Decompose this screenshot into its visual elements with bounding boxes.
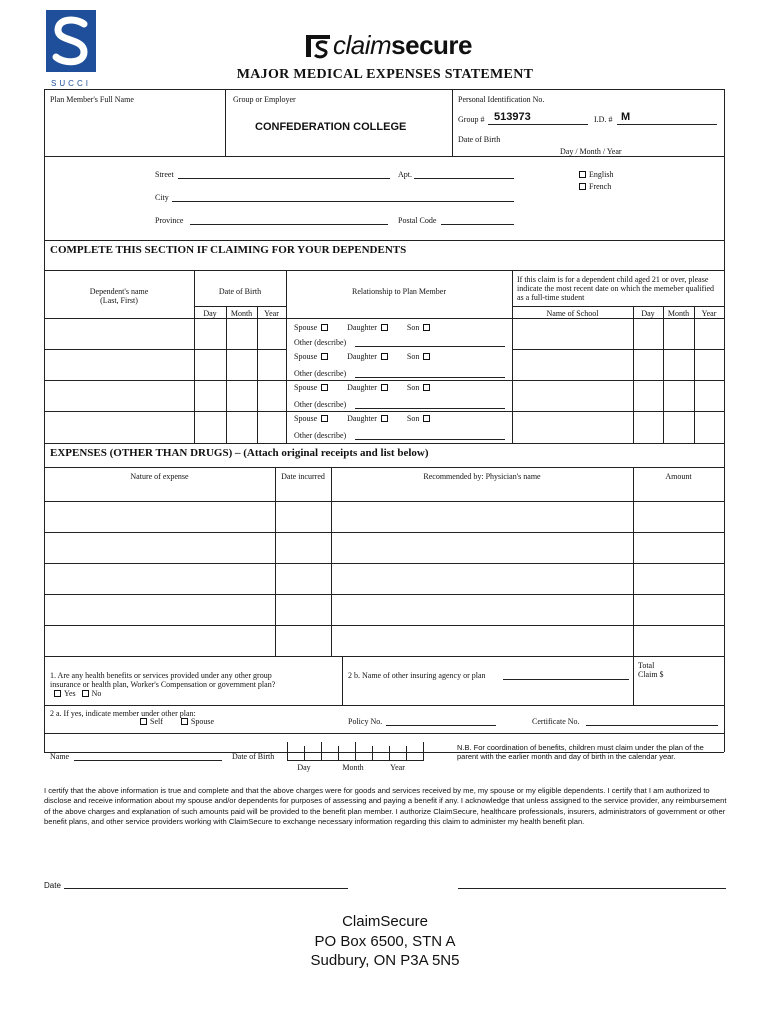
expenses-heading: EXPENSES (OTHER THAN DRUGS) – (Attach original receipts and list below) [50, 447, 429, 459]
spouse-other-plan-checkbox[interactable] [181, 718, 188, 725]
postal-label: Postal Code [398, 216, 437, 225]
nb-note: N.B. For coordination of benefits, children must claim under the plan of the parent with the earlier month and day of birth in the calendar year. [457, 743, 704, 762]
son-checkbox[interactable] [423, 324, 430, 331]
spouse-checkbox[interactable] [321, 384, 328, 391]
son-checkbox[interactable] [423, 384, 430, 391]
postal-field[interactable] [441, 224, 514, 225]
daughter-checkbox[interactable] [381, 384, 388, 391]
id-label: I.D. # [594, 115, 613, 124]
coord-dob-label: Date of Birth [232, 752, 275, 761]
province-label: Province [155, 216, 184, 225]
pin-label: Personal Identification No. [458, 95, 545, 104]
q1-text: 1. Are any health benefits or services provided under any other group insurance or health plan, Worker's Compensation or government plan? Yes No [50, 671, 276, 699]
brand-claim: claim [333, 29, 392, 60]
lang-french[interactable]: French [575, 182, 611, 191]
address-line-2: PO Box 6500, STN A [314, 932, 456, 950]
son-checkbox[interactable] [423, 415, 430, 422]
dependent-dob-label: Date of Birth [218, 287, 262, 296]
id-value[interactable]: M [621, 111, 631, 123]
french-checkbox[interactable] [579, 183, 586, 190]
english-checkbox[interactable] [579, 171, 586, 178]
dep-month-label: Month [230, 309, 253, 318]
certificate-label: Certificate No. [532, 717, 580, 726]
address-line-1: ClaimSecure [342, 913, 428, 930]
no-checkbox[interactable] [82, 690, 89, 697]
relationship-row-1: Spouse Daughter Son [294, 323, 508, 332]
school-label: Name of School [546, 309, 599, 318]
member-dob-label: Date of Birth [458, 135, 501, 144]
group-employer-value[interactable]: CONFEDERATION COLLEGE [255, 121, 407, 133]
group-no-value[interactable]: 513973 [494, 111, 531, 123]
brand-secure: secure [391, 29, 473, 60]
q2a-text: 2 a. If yes, indicate member under other plan: [50, 709, 196, 718]
spouse-checkbox[interactable] [321, 324, 328, 331]
daughter-checkbox[interactable] [381, 415, 388, 422]
dependents-heading: COMPLETE THIS SECTION IF CLAIMING FOR YOUR DEPENDENTS [50, 244, 407, 256]
address-line-3: Sudbury, ON P3A 5N5 [310, 952, 460, 969]
son-checkbox[interactable] [423, 353, 430, 360]
daughter-checkbox[interactable] [381, 324, 388, 331]
coord-name-label: Name [50, 752, 70, 761]
group-employer-label: Group or Employer [233, 95, 296, 104]
school-year-label: Year [701, 309, 717, 318]
member-dob-format: Day / Month / Year [560, 147, 622, 156]
coord-day-label: Day [297, 763, 311, 772]
dependent-name-label: Dependent's name (Last, First) [89, 287, 149, 306]
other-field-4[interactable] [355, 439, 505, 440]
coord-name-field[interactable] [74, 760, 222, 761]
street-label: Street [155, 170, 174, 179]
other-describe-4: Other (describe) [294, 431, 347, 440]
city-label: City [155, 193, 169, 202]
recommended-label: Recommended by: Physician's name [423, 472, 541, 481]
claimsecure-logo-icon [305, 31, 333, 59]
other-field-3[interactable] [355, 408, 505, 409]
relationship-row-2: Spouse Daughter Son [294, 352, 508, 361]
lang-english[interactable]: English [575, 170, 613, 179]
signature-field[interactable] [458, 888, 726, 889]
other-describe-3: Other (describe) [294, 400, 347, 409]
q2a-options: Self Spouse [136, 717, 214, 726]
mailing-address [0, 912, 770, 971]
policy-label: Policy No. [348, 717, 383, 726]
succi-text: SUCCI [51, 79, 91, 88]
other-field-2[interactable] [355, 377, 505, 378]
date-incurred-label: Date incurred [281, 472, 325, 481]
q2b-label: 2 b. Name of other insuring agency or plan [348, 671, 486, 680]
claimsecure-logo [305, 28, 472, 62]
certification-text: I certify that the above information is true and complete and that the above charges were for goods and services received by me, my spouse or my eligible dependents. I certify that I am authorized to disclose and receive information about my spouse and/or dependents for purposes of assessing and paying a benefit if any. I acknowledge that unless assigned to the service provider, any reimbursement of the above charges and explanation of such amounts paid will be provided to the benefit plan member. I authorize ClaimSecure, healthcare professionals, insurers, administrators of government or other benefit plans, and other service providers working with ClaimSecure to exchange necessary information regarding this claim to administer my health benefit plan. [44, 786, 727, 827]
member-name-label: Plan Member's Full Name [50, 95, 134, 104]
total-claim-label: Total Claim $ [638, 661, 664, 680]
certificate-field[interactable] [586, 725, 718, 726]
nature-label: Nature of expense [130, 472, 189, 481]
relationship-row-3: Spouse Daughter Son [294, 383, 508, 392]
school-month-label: Month [667, 309, 690, 318]
yes-checkbox[interactable] [54, 690, 61, 697]
signature-date-field[interactable] [64, 888, 348, 889]
coord-year-label: Year [390, 763, 405, 772]
coord-dob-field[interactable] [287, 760, 424, 761]
other-describe-1: Other (describe) [294, 338, 347, 347]
signature-date-label: Date [44, 881, 61, 890]
apt-field[interactable] [414, 178, 514, 179]
relationship-row-4: Spouse Daughter Son [294, 414, 508, 423]
apt-label: Apt. [398, 170, 412, 179]
self-checkbox[interactable] [140, 718, 147, 725]
succi-logo-icon [46, 10, 96, 72]
group-no-label: Group # [458, 115, 485, 124]
spouse-checkbox[interactable] [321, 415, 328, 422]
relationship-label: Relationship to Plan Member [352, 287, 446, 296]
dep-day-label: Day [203, 309, 217, 318]
coord-month-label: Month [342, 763, 364, 772]
form-title: MAJOR MEDICAL EXPENSES STATEMENT [236, 67, 534, 82]
city-field[interactable] [172, 201, 514, 202]
dep-year-label: Year [264, 309, 279, 318]
school-day-label: Day [641, 309, 655, 318]
street-field[interactable] [178, 178, 390, 179]
spouse-checkbox[interactable] [321, 353, 328, 360]
amount-label: Amount [665, 472, 692, 481]
student-note: If this claim is for a dependent child aged 21 or over, please indicate the most recent date on which the memeber qualified as a full-time student [517, 275, 715, 303]
policy-field[interactable] [386, 725, 496, 726]
other-field-1[interactable] [355, 346, 505, 347]
daughter-checkbox[interactable] [381, 353, 388, 360]
province-field[interactable] [190, 224, 388, 225]
other-agency-field[interactable] [503, 679, 629, 680]
other-describe-2: Other (describe) [294, 369, 347, 378]
